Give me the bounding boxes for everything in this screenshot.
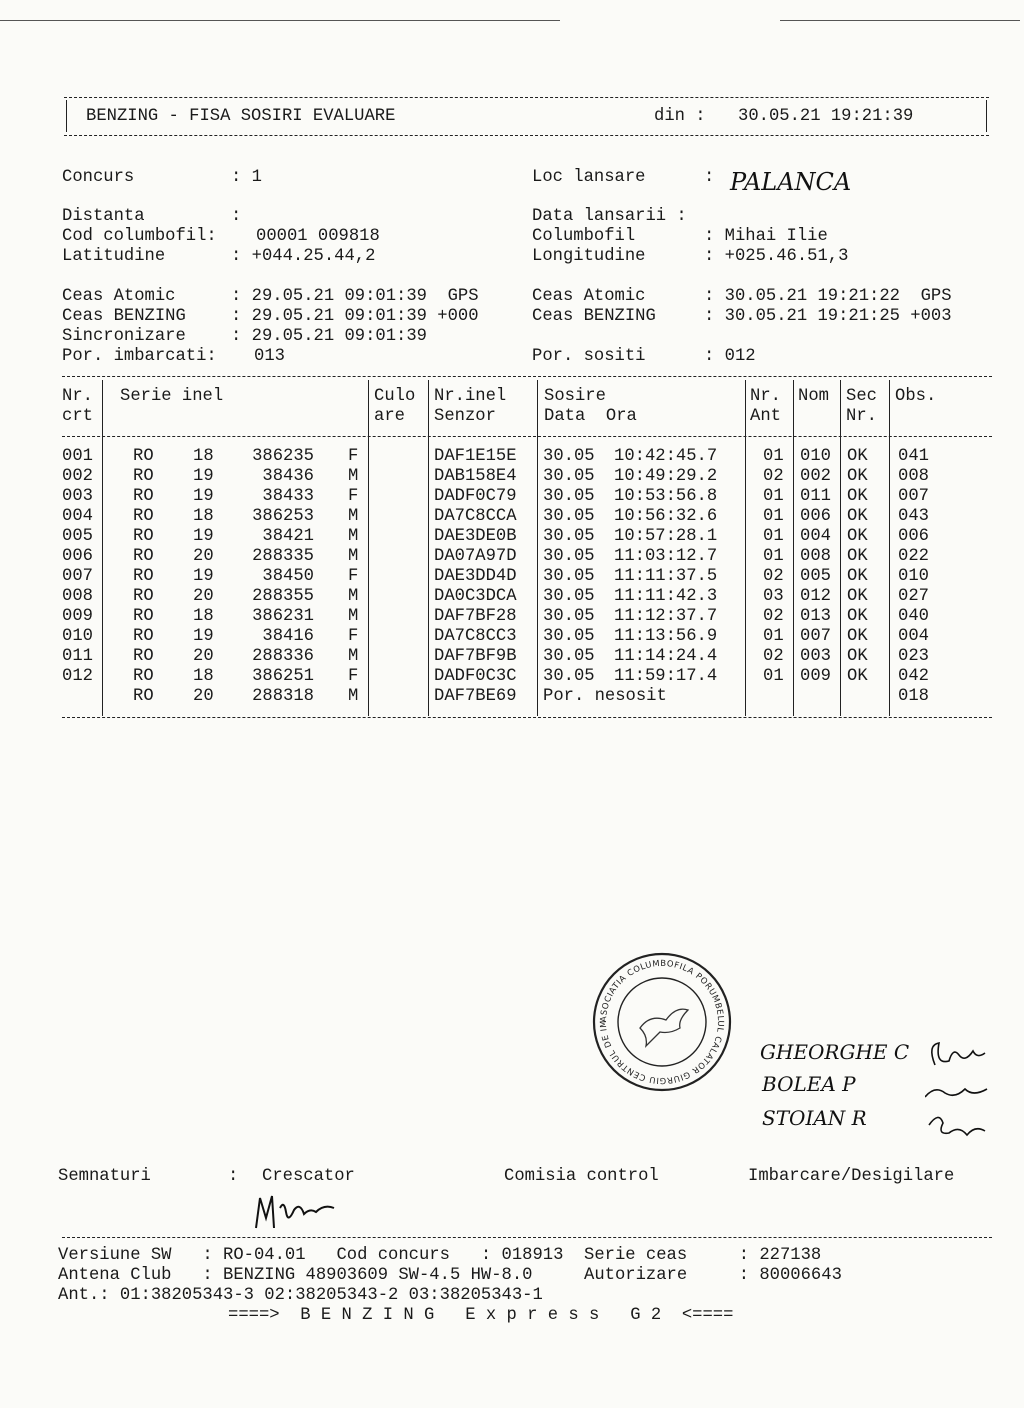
cell-country: RO: [133, 547, 154, 566]
crescator-label: Crescator: [262, 1167, 355, 1186]
cell-sex: F: [348, 487, 359, 506]
cell-time: 11:11:42.3: [614, 587, 718, 606]
cell-time: 11:03:12.7: [614, 547, 718, 566]
header-crt: crt: [62, 407, 93, 426]
cell-country: RO: [133, 587, 154, 606]
cell-country: RO: [133, 467, 154, 486]
cell-country: RO: [133, 627, 154, 646]
cell-sex: M: [348, 507, 359, 526]
latitudine-label: Latitudine: [62, 247, 166, 266]
cell-sec: OK: [847, 527, 868, 546]
semnaturi-sep: :: [228, 1167, 239, 1186]
cell-sex: M: [348, 587, 359, 606]
scan-edge-line: [780, 20, 1020, 21]
cell-crt: 004: [62, 507, 93, 526]
cell-sensor: DADF0C3C: [434, 667, 517, 686]
cell-year: 18: [193, 607, 214, 626]
cell-country: RO: [133, 607, 154, 626]
concurs-label: Concurs: [62, 168, 135, 187]
footer-brand-line: ====> B E N Z I N G E x p r e s s G 2 <====: [228, 1306, 734, 1325]
cell-ring-number: 38421: [262, 527, 314, 546]
cell-antenna: 02: [763, 467, 784, 486]
cell-antenna: 01: [763, 527, 784, 546]
cell-crt: 005: [62, 527, 93, 546]
ceas-atomic-start-label: Ceas Atomic: [62, 287, 176, 306]
cell-country: RO: [133, 527, 154, 546]
cell-time: 10:42:45.7: [614, 447, 718, 466]
ceas-benzing-end-label: Ceas BENZING: [532, 307, 656, 326]
cell-year: 19: [193, 527, 214, 546]
cell-ring-number: 386231: [252, 607, 314, 626]
cell-ring-number: 386235: [252, 447, 314, 466]
cell-sensor: DADF0C79: [434, 487, 517, 506]
cell-obs: 022: [898, 547, 929, 566]
cell-sensor: DAF7BE69: [434, 687, 517, 706]
cell-crt: 012: [62, 667, 93, 686]
cell-obs: 018: [898, 687, 929, 706]
header-sec: Sec: [846, 387, 877, 406]
cell-time: 11:59:17.4: [614, 667, 718, 686]
ceas-atomic-end-label: Ceas Atomic: [532, 287, 646, 306]
handwritten-signatures: [925, 1025, 995, 1155]
por-sositi-value: : 012: [704, 347, 756, 366]
cell-antenna: 02: [763, 607, 784, 626]
cell-obs: 007: [898, 487, 929, 506]
cell-crt: 002: [62, 467, 93, 486]
por-imbarcati-value: 013: [254, 347, 285, 366]
cell-antenna: 01: [763, 627, 784, 646]
header-data-ora: Data Ora: [544, 407, 637, 426]
cell-antenna: 03: [763, 587, 784, 606]
cell-obs: 010: [898, 567, 929, 586]
columbofil-label: Columbofil: [532, 227, 636, 246]
cell-year: 20: [193, 687, 214, 706]
cell-ring-number: 38450: [262, 567, 314, 586]
loc-lansare-handwritten: PALANCA: [730, 168, 852, 196]
cell-nom: 003: [800, 647, 831, 666]
cell-obs: 008: [898, 467, 929, 486]
por-imbarcati-label: Por. imbarcati:: [62, 347, 217, 366]
sincronizare-value: : 29.05.21 09:01:39: [231, 327, 427, 346]
cell-time: 10:56:32.6: [614, 507, 718, 526]
cell-date: 30.05: [543, 647, 595, 666]
cell-date: 30.05: [543, 567, 595, 586]
cell-country: RO: [133, 647, 154, 666]
cell-sensor: DAF7BF28: [434, 607, 517, 626]
data-lansarii-label: Data lansarii :: [532, 207, 687, 226]
footer-version-line: Versiune SW : RO-04.01 Cod concurs : 018913 Serie ceas : 227138: [58, 1246, 822, 1265]
cod-columbofil-label: Cod columbofil:: [62, 227, 217, 246]
cell-ring-number: 38416: [262, 627, 314, 646]
cell-antenna: 01: [763, 447, 784, 466]
header-senzor: Senzor: [434, 407, 496, 426]
cell-obs: 041: [898, 447, 929, 466]
cell-nom: 011: [800, 487, 831, 506]
cell-sensor: DA07A97D: [434, 547, 517, 566]
cell-sensor: DAF1E15E: [434, 447, 517, 466]
official-stamp: [590, 950, 735, 1095]
cell-nom: 013: [800, 607, 831, 626]
sincronizare-label: Sincronizare: [62, 327, 186, 346]
cell-sec: OK: [847, 467, 868, 486]
cell-ring-number: 386251: [252, 667, 314, 686]
header-culo: Culo: [374, 387, 416, 406]
cell-sex: M: [348, 647, 359, 666]
cell-antenna: 02: [763, 647, 784, 666]
cell-date: 30.05: [543, 587, 595, 606]
document-title: BENZING - FISA SOSIRI EVALUARE: [86, 107, 396, 126]
cell-sec: OK: [847, 487, 868, 506]
cell-ring-number: 288355: [252, 587, 314, 606]
cell-country: RO: [133, 567, 154, 586]
cell-date: 30.05: [543, 487, 595, 506]
cell-date: 30.05: [543, 607, 595, 626]
cell-obs: 043: [898, 507, 929, 526]
cell-sex: F: [348, 567, 359, 586]
cell-crt: 008: [62, 587, 93, 606]
handwritten-name-2: BOLEA P: [762, 1072, 856, 1096]
header-nr: Nr.: [62, 387, 93, 406]
cell-country: RO: [133, 487, 154, 506]
cell-year: 20: [193, 587, 214, 606]
cell-sex: M: [348, 547, 359, 566]
ceas-atomic-end-value: : 30.05.21 19:21:22 GPS: [704, 287, 952, 306]
distanta-value: :: [231, 207, 242, 226]
concurs-value: : 1: [231, 168, 262, 187]
cell-sensor: DA0C3DCA: [434, 587, 517, 606]
ceas-benzing-end-value: : 30.05.21 19:21:25 +003: [704, 307, 952, 326]
cell-nom: 008: [800, 547, 831, 566]
cell-year: 18: [193, 507, 214, 526]
cell-time: 11:11:37.5: [614, 567, 718, 586]
longitudine-label: Longitudine: [532, 247, 646, 266]
cell-sec: OK: [847, 627, 868, 646]
cell-sex: M: [348, 687, 359, 706]
cell-year: 19: [193, 627, 214, 646]
cell-crt: 010: [62, 627, 93, 646]
cell-crt: 009: [62, 607, 93, 626]
cell-time: 10:53:56.8: [614, 487, 718, 506]
cell-nom: 004: [800, 527, 831, 546]
cell-time: 11:12:37.7: [614, 607, 718, 626]
cell-country: RO: [133, 507, 154, 526]
cell-sensor: DA7C8CCA: [434, 507, 517, 526]
cell-year: 20: [193, 647, 214, 666]
cell-obs: 006: [898, 527, 929, 546]
header-nr-inel: Nr.inel: [434, 387, 507, 406]
loc-lansare-label: Loc lansare: [532, 168, 646, 187]
cell-ring-number: 38433: [262, 487, 314, 506]
cell-sex: F: [348, 627, 359, 646]
ceas-benzing-start-label: Ceas BENZING: [62, 307, 186, 326]
cell-antenna: 01: [763, 667, 784, 686]
cell-time: 10:49:29.2: [614, 467, 718, 486]
cell-sex: M: [348, 467, 359, 486]
cell-crt: 003: [62, 487, 93, 506]
cell-nom: 002: [800, 467, 831, 486]
cell-sensor: DAB158E4: [434, 467, 517, 486]
cell-crt: 007: [62, 567, 93, 586]
header-serie-inel: Serie inel: [120, 387, 224, 406]
cell-sensor: DA7C8CC3: [434, 627, 517, 646]
cell-antenna: 01: [763, 487, 784, 506]
cell-crt: 006: [62, 547, 93, 566]
footer-ant-line: Ant.: 01:38205343-3 02:38205343-2 03:38205343-1: [58, 1286, 543, 1305]
cell-nom: 006: [800, 507, 831, 526]
cell-nom: 012: [800, 587, 831, 606]
cell-year: 20: [193, 547, 214, 566]
cell-obs: 040: [898, 607, 929, 626]
semnaturi-label: Semnaturi: [58, 1167, 151, 1186]
cell-date: 30.05: [543, 547, 595, 566]
ceas-benzing-start-value: : 29.05.21 09:01:39 +000: [231, 307, 479, 326]
header-ant: Ant: [750, 407, 781, 426]
cell-ring-number: 288336: [252, 647, 314, 666]
cell-antenna: 01: [763, 547, 784, 566]
cell-sec: OK: [847, 607, 868, 626]
scan-edge-line: [0, 20, 560, 21]
imbarcare-desigilare-label: Imbarcare/Desigilare: [748, 1167, 955, 1186]
cell-year: 18: [193, 447, 214, 466]
cell-ring-number: 386253: [252, 507, 314, 526]
cell-ring-number: 38436: [262, 467, 314, 486]
handwritten-name-3: STOIAN R: [762, 1106, 867, 1130]
header-obs: Obs.: [895, 387, 937, 406]
cell-year: 19: [193, 567, 214, 586]
date-value: 30.05.21 19:21:39: [738, 107, 914, 126]
cell-nom: 009: [800, 667, 831, 686]
cell-sex: M: [348, 527, 359, 546]
cod-columbofil-value: 00001 009818: [256, 227, 380, 246]
cell-sex: F: [348, 447, 359, 466]
cell-sensor: DAF7BF9B: [434, 647, 517, 666]
cell-time: 10:57:28.1: [614, 527, 718, 546]
cell-sec: OK: [847, 447, 868, 466]
loc-lansare-sep: :: [704, 168, 715, 187]
cell-ring-number: 288318: [252, 687, 314, 706]
header-nom: Nom: [798, 387, 829, 406]
cell-nom: 007: [800, 627, 831, 646]
cell-obs: 042: [898, 667, 929, 686]
ceas-atomic-start-value: : 29.05.21 09:01:39 GPS: [231, 287, 479, 306]
header-are: are: [374, 407, 405, 426]
cell-nom: 010: [800, 447, 831, 466]
handwritten-name-1: GHEORGHE C: [760, 1040, 910, 1064]
header-sosire: Sosire: [544, 387, 606, 406]
cell-date: 30.05: [543, 507, 595, 526]
cell-nom: 005: [800, 567, 831, 586]
cell-sec: OK: [847, 547, 868, 566]
footer-antenna-line: Antena Club : BENZING 48903609 SW-4.5 HW-8.0 Autorizare : 80006643: [58, 1266, 842, 1285]
cell-time: 11:14:24.4: [614, 647, 718, 666]
cell-obs: 004: [898, 627, 929, 646]
cell-crt: 011: [62, 647, 93, 666]
distanta-label: Distanta: [62, 207, 145, 226]
cell-obs: 027: [898, 587, 929, 606]
cell-antenna: 01: [763, 507, 784, 526]
cell-date: 30.05: [543, 627, 595, 646]
comisia-control-label: Comisia control: [504, 1167, 659, 1186]
cell-country: RO: [133, 667, 154, 686]
cell-ring-number: 288335: [252, 547, 314, 566]
cell-country: RO: [133, 687, 154, 706]
cell-sex: F: [348, 667, 359, 686]
por-sositi-label: Por. sositi: [532, 347, 646, 366]
cell-date: 30.05: [543, 467, 595, 486]
header-sec-nr: Nr.: [846, 407, 877, 426]
cell-country: RO: [133, 447, 154, 466]
date-label: din :: [654, 107, 706, 126]
cell-sec: OK: [847, 507, 868, 526]
crescator-signature: [250, 1188, 350, 1236]
cell-sec: OK: [847, 647, 868, 666]
cell-date: 30.05: [543, 447, 595, 466]
cell-crt: 001: [62, 447, 93, 466]
stamp-text: ASOCIATIA COLUMBOFILA PORUMBELUL CALATOR GIURGIU CENTRUL DE IM: [597, 957, 727, 1087]
cell-sec: OK: [847, 567, 868, 586]
header-nr-ant: Nr.: [750, 387, 781, 406]
cell-sec: OK: [847, 667, 868, 686]
cell-date: 30.05: [543, 667, 595, 686]
cell-sec: OK: [847, 587, 868, 606]
columbofil-value: : Mihai Ilie: [704, 227, 828, 246]
cell-time: 11:13:56.9: [614, 627, 718, 646]
cell-year: 18: [193, 667, 214, 686]
cell-sensor: DAE3DD4D: [434, 567, 517, 586]
cell-date: Por. nesosit: [543, 687, 667, 706]
longitudine-value: : +025.46.51,3: [704, 247, 849, 266]
cell-year: 19: [193, 487, 214, 506]
cell-year: 19: [193, 467, 214, 486]
cell-sex: M: [348, 607, 359, 626]
cell-date: 30.05: [543, 527, 595, 546]
latitudine-value: : +044.25.44,2: [231, 247, 376, 266]
cell-antenna: 02: [763, 567, 784, 586]
cell-sensor: DAE3DE0B: [434, 527, 517, 546]
cell-obs: 023: [898, 647, 929, 666]
